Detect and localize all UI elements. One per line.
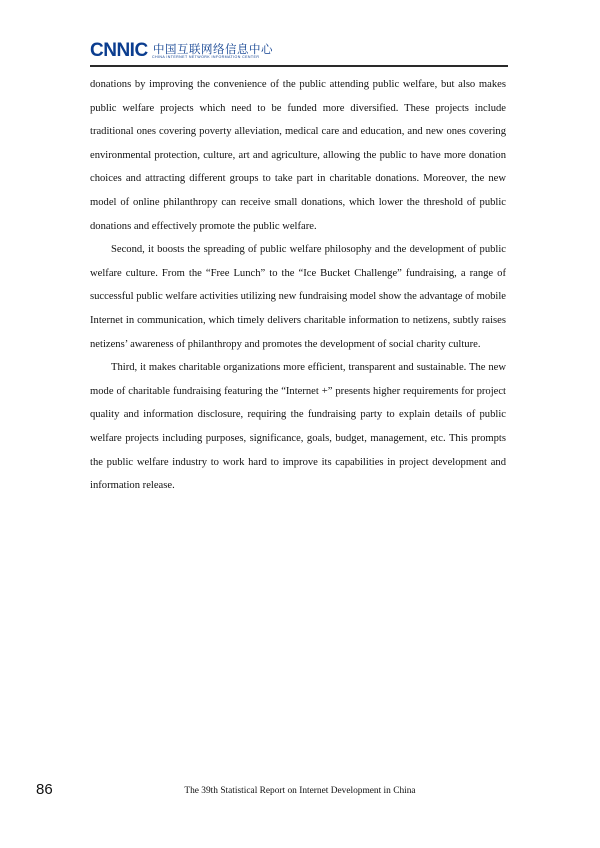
paragraph: Second, it boosts the spreading of public welfare philosophy and the development of public welfare culture. From the “Free Lunch” to the “Ice Bucket Challenge” fundraising, a range of successful public welfare activities utilizing new fundraising model show the advantage of mobile Internet in communication, which timely delivers charitable information to netizens, subtly raises netizens’ awareness of philanthropy and promotes the development of social charity culture. — [90, 244, 506, 350]
header-divider — [90, 65, 508, 67]
body-text — [90, 73, 506, 498]
page-header — [90, 38, 510, 66]
logo-wordmark: CNNIC — [90, 40, 148, 61]
paragraph: donations by improving the convenience of the public attending public welfare, but also makes public welfare projects which need to be funded more diversified. These projects include traditional ones covering poverty alleviation, medical care and education, and new ones covering environmental protection, culture, art and agriculture, allowing the public to have more donation choices and attracting different groups to take part in charitable donations. Moreover, the new model of online philanthropy can receive small donations, which lower the threshold of public donations and effectively promote the public welfare. — [90, 79, 506, 232]
page-number: 86 — [36, 781, 53, 798]
paragraph: Third, it makes charitable organizations more efficient, transparent and sustainable. The new mode of charitable fundraising featuring the “Internet +” presents higher requirements for project quality and information disclosure, requiring the fundraising party to explain details of public welfare projects including purposes, significance, goals, budget, management, etc. This prompts the public welfare industry to work hard to improve its capabilities in project development and information release. — [90, 362, 506, 492]
footer-report-title: The 39th Statistical Report on Internet Development in China — [184, 786, 416, 796]
logo-english-name: CHINA INTERNET NETWORK INFORMATION CENTER — [152, 55, 260, 59]
cnnic-logo — [90, 38, 280, 64]
logo-chinese-name: 中国互联网络信息中心 — [153, 42, 273, 56]
